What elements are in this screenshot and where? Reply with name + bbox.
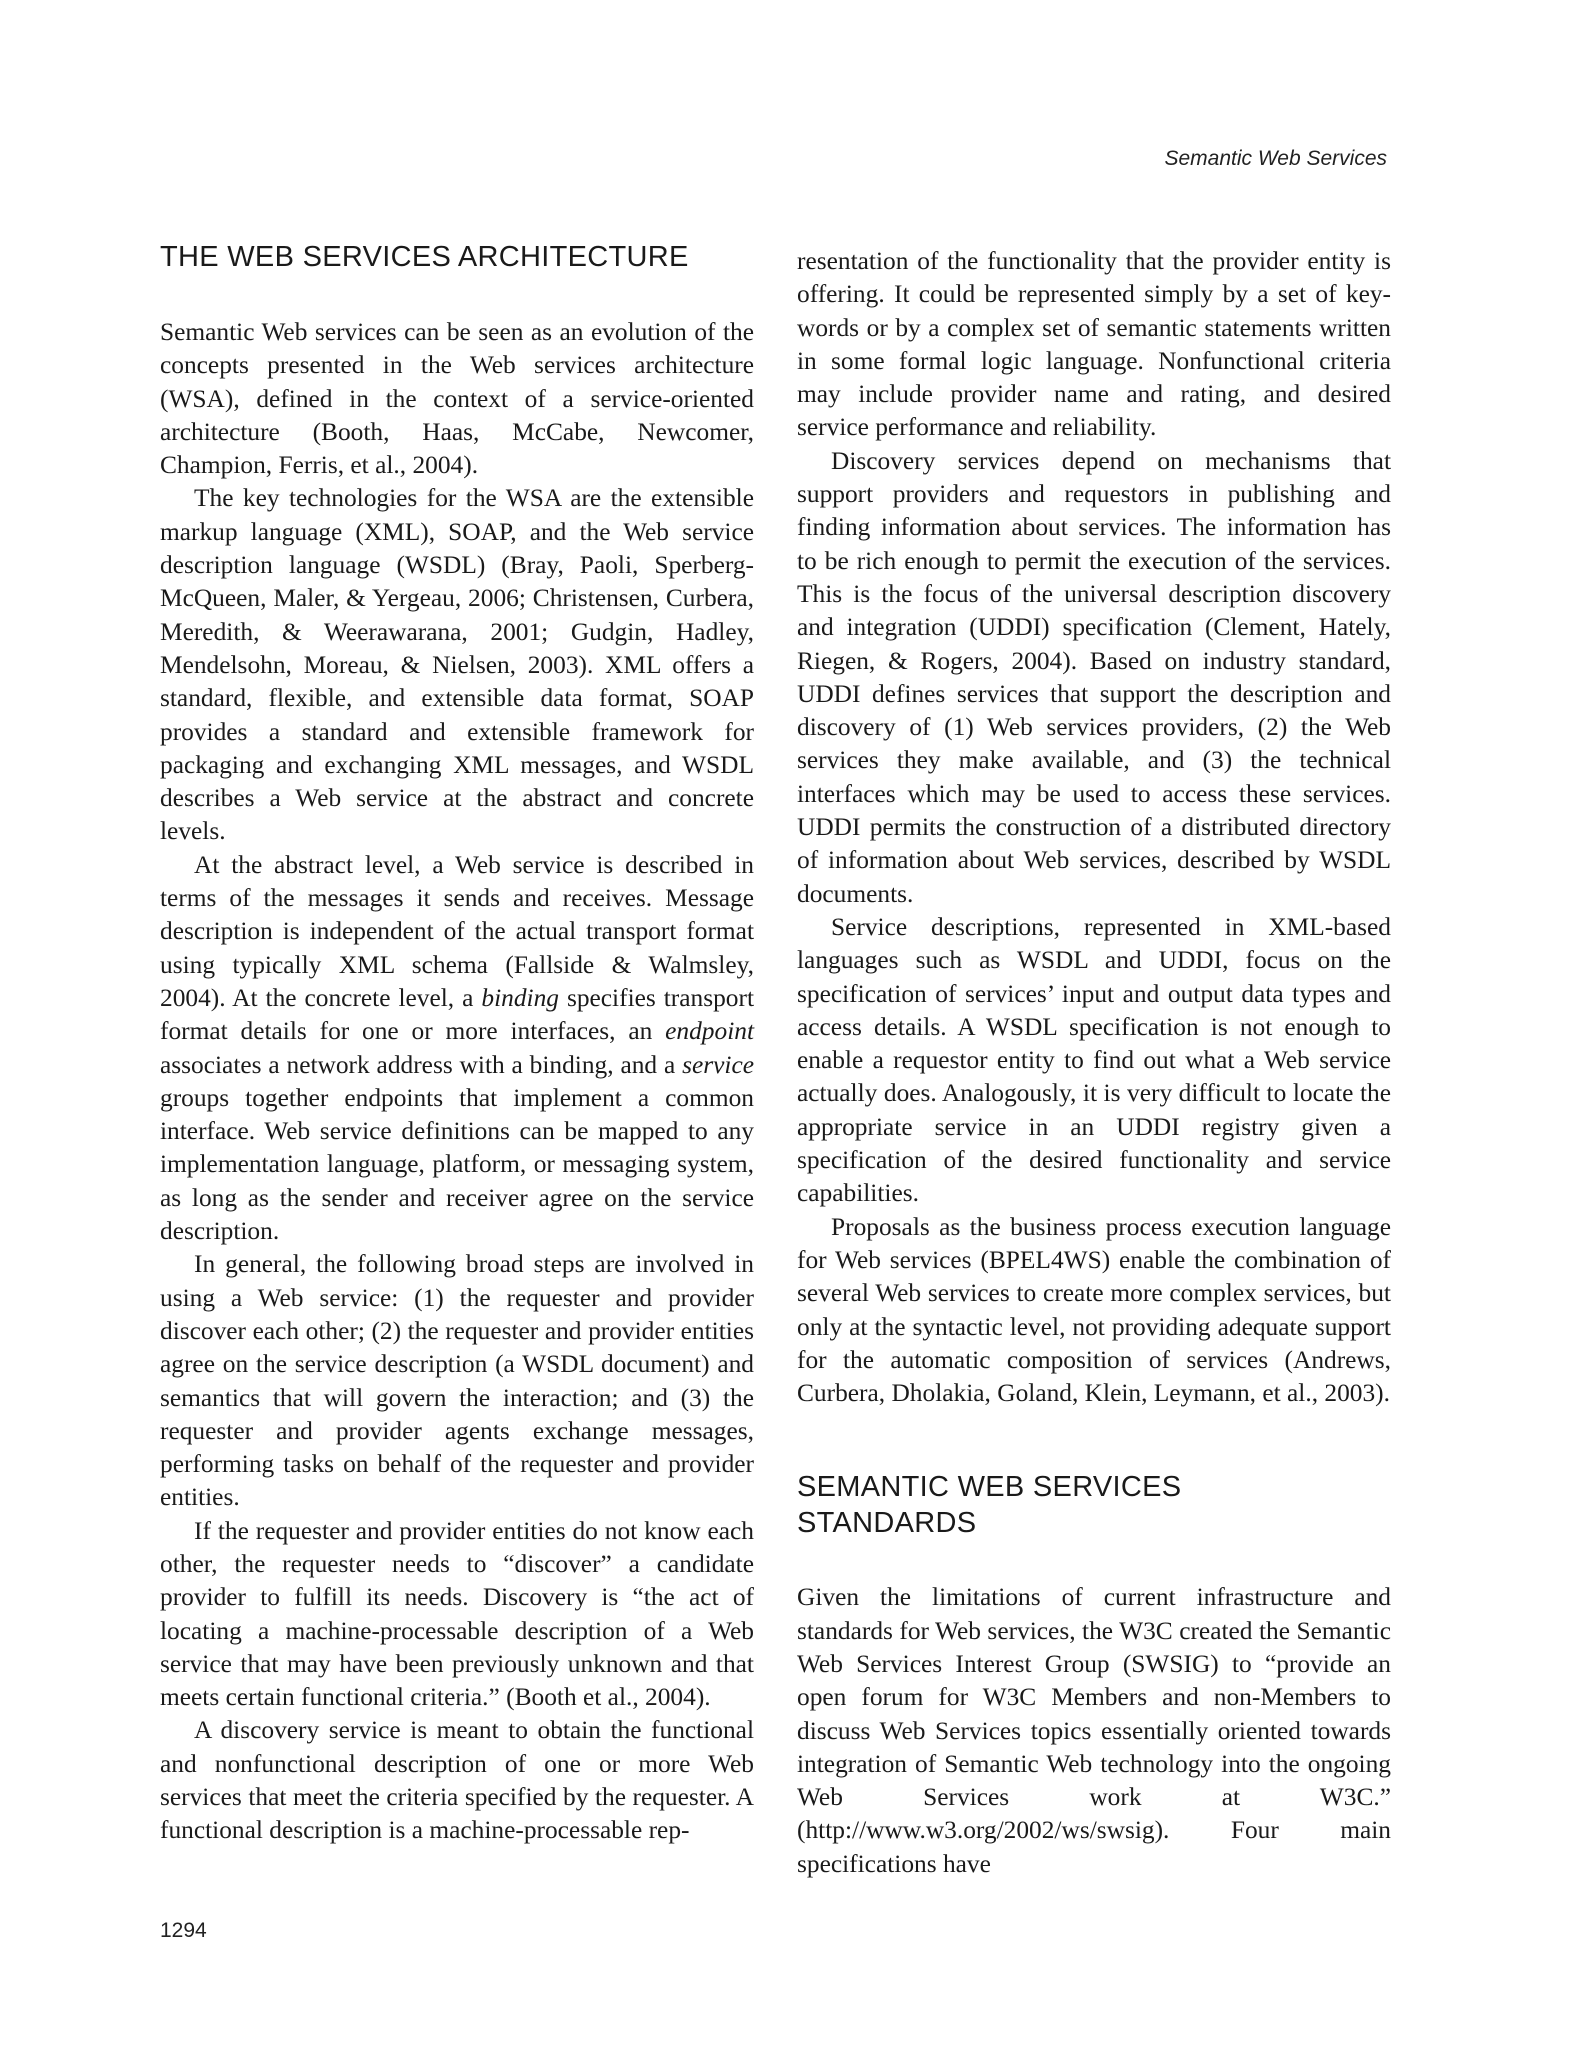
paragraph-text: associates a network address with a binding, and a xyxy=(160,1050,683,1079)
emphasis-service: service xyxy=(682,1050,754,1079)
running-header: Semantic Web Services xyxy=(1164,147,1387,170)
section-heading-wsa: THE WEB SERVICES ARCHITECTURE xyxy=(160,241,689,273)
right-column xyxy=(797,245,1391,1881)
paragraph: Given the limitations of current infrastructure and standards for Web services, the W3C created the Semantic Web Services Interest Group (SWSIG) to “provide an open forum for W3C Members and non-Members to discuss Web Services topics essentially oriented towards integration of Semantic Web technology into the ongoing Web Services work at W3C.” (http://www.w3.org/2002/ws/swsig). Four main specifications have xyxy=(797,1583,1391,1878)
paragraph-text: groups together endpoints that implement a common interface. Web service definitions can be mapped to any implementation language, platform, or messaging system, as long as the sender and receiver agree on the service description. xyxy=(160,1083,754,1246)
paragraph: If the requester and provider entities do not know each other, the requester needs to “discover” a candidate provider to fulfill its needs. Discovery is “the act of locating a machine-processable description of a Web service that may have been previously unknown and that meets certain functional criteria.” (Booth et al., 2004). xyxy=(160,1516,754,1712)
paragraph: Semantic Web services can be seen as an evolution of the concepts presented in the Web services architecture (WSA), defined in the context of a service-oriented architecture (Booth, Haas, McCabe, Newcomer, Champion, Ferris, et al., 2004). xyxy=(160,318,754,480)
paragraph: Proposals as the business process execution language for Web services (BPEL4WS) enable the combination of several Web services to create more complex services, but only at the syntactic level, not providing adequate support for the automatic composition of services (Andrews, Curbera, Dholakia, Goland, Klein, Leymann, et al., 2003). xyxy=(797,1212,1391,1408)
paragraph: In general, the following broad steps are involved in using a Web service: (1) the requester and provider discover each other; (2) the requester and provider entities agree on the service description (a WSDL document) and semantics that will govern the interaction; and (3) the requester and provider agents exchange messages, performing tasks on behalf of the requester and provider entities. xyxy=(160,1250,754,1512)
paragraph: resentation of the functionality that the provider entity is offering. It could be represented simply by a set of key-words or by a complex set of semantic statements written in some formal logic language. Nonfunctional criteria may include provider name and rating, and desired service performance and reliability. xyxy=(797,247,1391,442)
section-heading-sws-standards xyxy=(797,1469,1391,1541)
paragraph-text: specifies transport format details for one or more interfaces, an xyxy=(160,983,754,1046)
page-number: 1294 xyxy=(160,1919,207,1942)
paragraph xyxy=(160,849,754,1249)
left-column xyxy=(160,241,754,1848)
heading-line: SEMANTIC WEB SERVICES xyxy=(797,1471,1182,1504)
paragraph: The key technologies for the WSA are the extensible markup language (XML), SOAP, and the Web service description language (WSDL) (Bray, Paoli, Sperberg-McQueen, Maler, & Yergeau, 2006; Christensen, Curbera, Meredith, & Weerawarana, 2001; Gudgin, Hadley, Mendelsohn, Moreau, & Nielsen, 2003). XML offers a standard, flexible, and extensible data format, SOAP provides a standard and extensible framework for packaging and exchanging XML messages, and WSDL describes a Web service at the abstract and concrete levels. xyxy=(160,484,754,846)
paragraph-text: At the abstract level, a Web service is described in terms of the messages it sends and receives. Message description is independent of the actual transport format using typically XML schema (Fallside & Walmsley, 2004). At the concrete level, a xyxy=(160,850,754,1012)
paragraph: Discovery services depend on mechanisms that support providers and requestors in publishing and finding information about services. The information has to be rich enough to permit the execution of the services. This is the focus of the universal description discovery and integration (UDDI) specification (Clement, Hately, Riegen, & Rogers, 2004). Based on industry standard, UDDI defines services that support the description and discovery of (1) Web services providers, (2) the Web services they make available, and (3) the technical interfaces which may be used to access these services. UDDI permits the construction of a distributed directory of information about Web services, described by WSDL documents. xyxy=(797,446,1391,908)
paragraph: Service descriptions, represented in XML-based languages such as WSDL and UDDI, focus on the specification of services’ input and output data types and access details. A WSDL specification is not enough to enable a requestor entity to find out what a Web service actually does. Analogously, it is very difficult to locate the appropriate service in an UDDI registry given a specification of the desired functionality and service capabilities. xyxy=(797,912,1391,1208)
heading-line: STANDARDS xyxy=(797,1507,977,1540)
paragraph: A discovery service is meant to obtain the functional and nonfunctional description of one or more Web services that meet the criteria specified by the requester. A functional description is a machine-processable rep- xyxy=(160,1716,754,1845)
emphasis-binding: binding xyxy=(481,983,559,1012)
emphasis-endpoint: endpoint xyxy=(665,1017,754,1046)
